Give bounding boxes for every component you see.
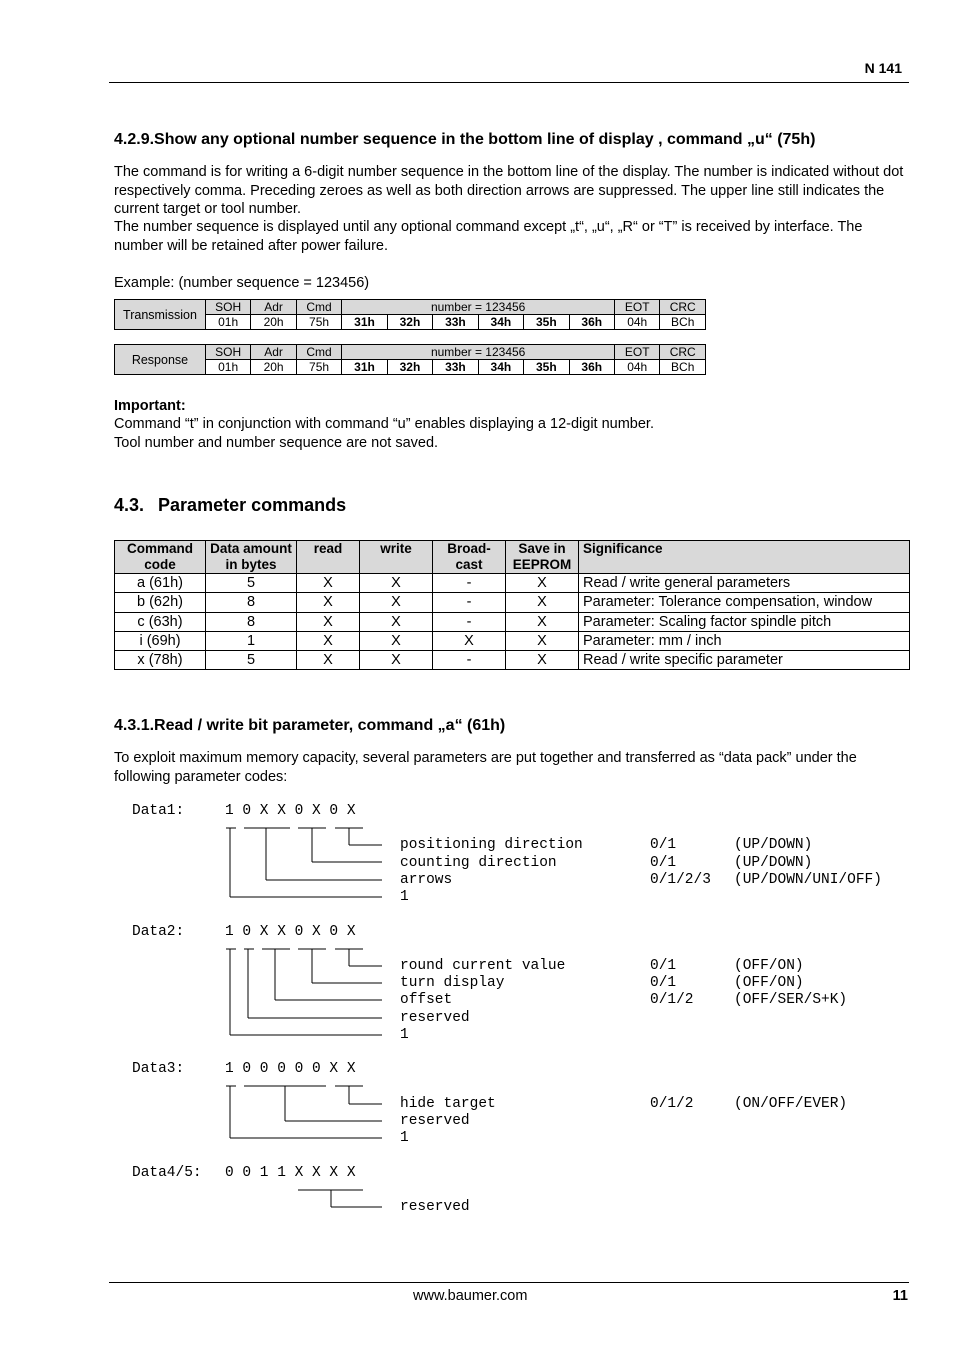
cell: - — [433, 612, 506, 631]
cell: x (78h) — [115, 651, 206, 670]
cell: X — [360, 593, 433, 612]
cell: 01h — [205, 360, 250, 375]
data1-connectors — [226, 828, 382, 897]
column-header: write — [360, 541, 433, 574]
cell: a (61h) — [115, 574, 206, 593]
cell: BCh — [660, 315, 706, 330]
cell: - — [433, 651, 506, 670]
cell: X — [506, 631, 579, 650]
cell: number = 123456 — [342, 345, 615, 360]
data3-bits: 1 0 0 0 0 0 X X — [225, 1061, 356, 1077]
paragraph: The command is for writing a 6-digit number sequence in the bottom line of the display. The number is indicated without dot respectively comma. Preceding zeroes as well as both direction arrows are suppressed. The upper line still indicates the current target or tool number. — [114, 164, 904, 217]
cell: X — [297, 651, 360, 670]
data45-connectors — [298, 1190, 382, 1207]
paragraph: The number sequence is displayed until any optional command except „t“, „u“, „R“ or “T” is received by interface. The number will be retained after power failure. — [114, 219, 863, 254]
cell: X — [506, 574, 579, 593]
data1-line-name: counting direction — [400, 855, 557, 871]
cell: X — [297, 574, 360, 593]
data1-line-name: positioning direction — [400, 837, 583, 853]
cell: Read / write specific parameter — [579, 651, 910, 670]
data2-line-meaning: (OFF/ON) — [734, 975, 804, 991]
data1-line-meaning: (UP/DOWN/UNI/OFF) — [734, 872, 882, 888]
example-caption: Example: (number sequence = 123456) — [114, 275, 370, 291]
cell: X — [506, 651, 579, 670]
cell: 34h — [478, 315, 523, 330]
data2-line-name: turn display — [400, 975, 505, 991]
page-number: 11 — [892, 1288, 908, 1304]
cell: Cmd — [296, 345, 341, 360]
cell: X — [297, 593, 360, 612]
cell: SOH — [205, 345, 250, 360]
cell: Read / write general parameters — [579, 574, 910, 593]
data3-label: Data3: — [132, 1061, 185, 1077]
data3-line-range: 0/1/2 — [650, 1096, 694, 1112]
cell: CRC — [660, 300, 706, 315]
cell: X — [360, 574, 433, 593]
cell: 20h — [251, 360, 296, 375]
cell: 8 — [206, 612, 297, 631]
data45-line-name: reserved — [400, 1199, 470, 1215]
cell: EOT — [615, 345, 660, 360]
section-title: Show any optional number sequence in the bottom line of display , command „u“ (75h) — [154, 131, 816, 148]
column-header: Significance — [579, 541, 910, 574]
data2-line-name: round current value — [400, 958, 566, 974]
column-header: Broad- cast — [433, 541, 506, 574]
data1-line-meaning: (UP/DOWN) — [734, 837, 813, 853]
cell: Cmd — [296, 300, 341, 315]
cell: 01h — [205, 315, 250, 330]
cell: 20h — [251, 315, 296, 330]
cell: X — [360, 631, 433, 650]
cell: 75h — [296, 315, 341, 330]
footer-website: www.baumer.com — [413, 1288, 528, 1304]
cell: 36h — [569, 360, 614, 375]
important-line: Command “t” in conjunction with command “u” enables displaying a 12-digit number. — [114, 416, 654, 432]
data3-line-name: 1 — [400, 1130, 409, 1146]
row-label: Transmission — [115, 300, 206, 330]
important-line: Tool number and number sequence are not saved. — [114, 435, 439, 451]
cell: 32h — [387, 360, 432, 375]
cell: - — [433, 574, 506, 593]
data2-connectors — [226, 949, 382, 1035]
cell: X — [506, 612, 579, 631]
cell: X — [506, 593, 579, 612]
cell: 04h — [615, 360, 660, 375]
cell: 1 — [206, 631, 297, 650]
cell: SOH — [205, 300, 250, 315]
data1-line-range: 0/1 — [650, 837, 677, 853]
cell: i (69h) — [115, 631, 206, 650]
cell: 34h — [478, 360, 523, 375]
data2-line-name: reserved — [400, 1010, 470, 1026]
cell: X — [360, 651, 433, 670]
data1-line-meaning: (UP/DOWN) — [734, 855, 813, 871]
cell: CRC — [660, 345, 706, 360]
cell: BCh — [660, 360, 706, 375]
data2-bits: 1 0 X X 0 X 0 X — [225, 924, 356, 940]
data1-line-name: 1 — [400, 889, 409, 905]
data1-label: Data1: — [132, 803, 185, 819]
data1-bits: 1 0 X X 0 X 0 X — [225, 803, 356, 819]
cell: Parameter: Tolerance compensation, window — [579, 593, 910, 612]
data45-bits: 0 0 1 1 X X X X — [225, 1165, 356, 1181]
data1-line-range: 0/1 — [650, 855, 677, 871]
important-label: Important: — [114, 398, 186, 414]
cell: X — [360, 612, 433, 631]
data3-line-name: hide target — [400, 1096, 496, 1112]
cell: X — [297, 631, 360, 650]
cell: 36h — [569, 315, 614, 330]
column-header: Data amount in bytes — [206, 541, 297, 574]
cell: 32h — [387, 315, 432, 330]
cell: 31h — [342, 360, 387, 375]
section-number: 4.3.1. — [114, 717, 155, 734]
cell: c (63h) — [115, 612, 206, 631]
data2-line-range: 0/1 — [650, 975, 677, 991]
data3-line-meaning: (ON/OFF/EVER) — [734, 1096, 848, 1112]
cell: Adr — [251, 345, 296, 360]
column-header: Save in EEPROM — [506, 541, 579, 574]
footer-rule — [109, 1282, 909, 1283]
cell: X — [433, 631, 506, 650]
cell: 33h — [433, 315, 478, 330]
data1-line-name: arrows — [400, 872, 453, 888]
cell: 35h — [524, 360, 569, 375]
data3-connectors — [226, 1086, 382, 1138]
data2-line-meaning: (OFF/SER/S+K) — [734, 992, 848, 1008]
column-header: read — [297, 541, 360, 574]
cell: 75h — [296, 360, 341, 375]
row-label: Response — [115, 345, 206, 375]
data2-label: Data2: — [132, 924, 185, 940]
cell: 33h — [433, 360, 478, 375]
cell: 5 — [206, 574, 297, 593]
data3-line-name: reserved — [400, 1113, 470, 1129]
cell: 35h — [524, 315, 569, 330]
data2-line-name: offset — [400, 992, 453, 1008]
section-number: 4.3. — [114, 495, 145, 515]
data2-line-name: 1 — [400, 1027, 409, 1043]
cell: Parameter: mm / inch — [579, 631, 910, 650]
cell: EOT — [615, 300, 660, 315]
cell: - — [433, 593, 506, 612]
section-title: Read / write bit parameter, command „a“ (61h) — [154, 717, 506, 734]
section-number: 4.2.9. — [114, 131, 155, 148]
paragraph: To exploit maximum memory capacity, several parameters are put together and transferred as “data pack” under the following parameter codes: — [114, 750, 857, 785]
cell: 8 — [206, 593, 297, 612]
data2-line-range: 0/1 — [650, 958, 677, 974]
cell: X — [297, 612, 360, 631]
data2-line-meaning: (OFF/ON) — [734, 958, 804, 974]
cell: Adr — [251, 300, 296, 315]
data45-label: Data4/5: — [132, 1165, 202, 1181]
section-title: Parameter commands — [158, 495, 347, 515]
cell: Parameter: Scaling factor spindle pitch — [579, 612, 910, 631]
data1-line-range: 0/1/2/3 — [650, 872, 711, 888]
cell: 5 — [206, 651, 297, 670]
cell: 04h — [615, 315, 660, 330]
column-header: Command code — [115, 541, 206, 574]
cell: number = 123456 — [342, 300, 615, 315]
document-code: N 141 — [864, 60, 902, 76]
cell: 31h — [342, 315, 387, 330]
cell: b (62h) — [115, 593, 206, 612]
data2-line-range: 0/1/2 — [650, 992, 694, 1008]
